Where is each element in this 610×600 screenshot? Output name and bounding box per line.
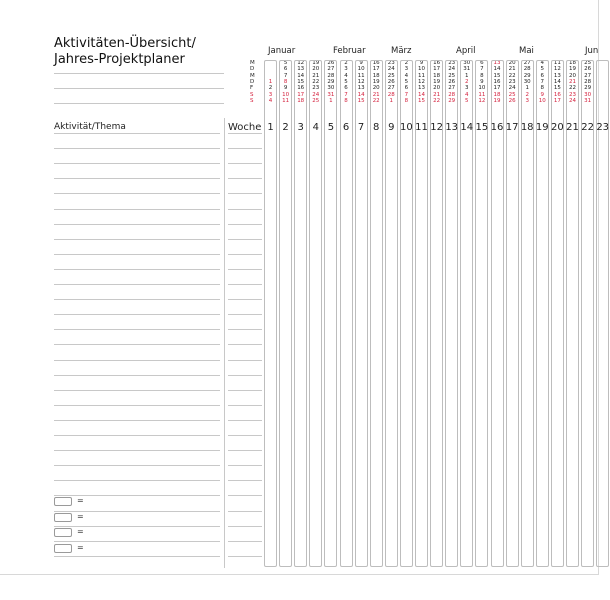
day-number: 31: [584, 97, 592, 104]
day-number: 29: [523, 72, 531, 79]
month-label: Mai: [519, 46, 534, 56]
activity-row[interactable]: [54, 299, 220, 300]
week-number: 4: [312, 122, 319, 133]
day-number: 19: [493, 97, 501, 104]
day-number: 20: [508, 60, 516, 66]
day-number: 2: [268, 85, 273, 92]
week-number: 22: [581, 122, 594, 133]
week-row: [228, 480, 262, 481]
day-number: 17: [553, 97, 561, 104]
day-number: 15: [493, 72, 501, 79]
day-number: 22: [569, 85, 576, 92]
week-column[interactable]: [506, 60, 519, 567]
day-number: 2: [404, 60, 409, 66]
day-number: 30: [463, 60, 471, 66]
day-number: 9: [359, 60, 363, 66]
week-number: 9: [388, 122, 395, 133]
day-number: 13: [493, 60, 501, 66]
week-column[interactable]: [460, 60, 473, 567]
day-number: 20: [433, 85, 441, 92]
day-number: 19: [372, 78, 380, 85]
day-number: 19: [433, 78, 441, 85]
week-number: 10: [400, 122, 413, 133]
activity-row[interactable]: [54, 390, 220, 391]
week-column[interactable]: [294, 60, 307, 567]
day-number: 23: [312, 85, 320, 92]
day-number: 8: [283, 78, 288, 85]
legend-swatch[interactable]: [54, 497, 72, 506]
day-number: 15: [357, 97, 365, 104]
day-number: 18: [569, 60, 576, 66]
day-number: 21: [508, 66, 516, 73]
activity-row[interactable]: [54, 329, 220, 330]
month-label: März: [391, 46, 412, 56]
day-number: 18: [372, 72, 380, 79]
week-row: [228, 344, 262, 345]
day-number: 14: [553, 78, 561, 85]
week-column[interactable]: [430, 60, 443, 567]
day-number: 13: [553, 72, 561, 79]
month-label: April: [456, 46, 476, 56]
week-row: [228, 299, 262, 300]
activity-row[interactable]: [54, 269, 220, 270]
weekday-label: D: [250, 66, 255, 73]
day-number: 18: [493, 91, 501, 98]
day-number: 28: [523, 66, 531, 73]
week-row: [228, 224, 262, 225]
week-row: [228, 163, 262, 164]
day-number: 20: [312, 66, 320, 73]
day-number: 18: [433, 72, 441, 79]
day-number: 8: [480, 72, 484, 79]
activity-row[interactable]: [54, 360, 220, 361]
legend-swatch[interactable]: [54, 528, 72, 537]
legend-swatch[interactable]: [54, 513, 72, 522]
weekday-label: S: [250, 91, 254, 98]
week-number: 8: [373, 122, 380, 133]
activity-row[interactable]: [54, 420, 220, 421]
week-row: [228, 193, 262, 194]
day-number: 6: [344, 85, 348, 92]
week-number: 14: [460, 122, 474, 133]
week-row: [228, 420, 262, 421]
day-number: 27: [327, 66, 335, 73]
day-number: 5: [540, 66, 545, 73]
week-row: [228, 495, 262, 496]
day-number: 22: [433, 97, 441, 104]
day-number: 25: [448, 72, 456, 79]
day-number: 27: [584, 72, 592, 79]
week-column[interactable]: [355, 60, 368, 567]
day-number: 24: [312, 91, 320, 98]
day-number: 2: [525, 91, 529, 98]
day-number: 4: [404, 72, 409, 79]
week-row: [228, 133, 262, 134]
day-number: 25: [508, 91, 516, 98]
week-row: [228, 526, 262, 527]
activity-row[interactable]: [54, 254, 220, 255]
activity-row[interactable]: [54, 284, 220, 285]
day-number: 29: [327, 78, 335, 85]
activity-row[interactable]: [54, 239, 220, 240]
activity-row[interactable]: [54, 344, 220, 345]
day-number: 10: [418, 66, 425, 73]
week-column[interactable]: [566, 60, 579, 567]
week-number: 5: [327, 122, 335, 133]
activity-row[interactable]: [54, 178, 220, 179]
day-number: 2: [344, 60, 348, 66]
day-number: 8: [404, 97, 409, 104]
day-number: 6: [283, 66, 288, 73]
day-number: 21: [312, 72, 320, 79]
day-number: 19: [312, 60, 320, 66]
week-column[interactable]: [264, 60, 277, 567]
week-column[interactable]: [370, 60, 383, 567]
day-number: 6: [540, 72, 545, 79]
week-row: [228, 314, 262, 315]
activity-row[interactable]: [54, 193, 220, 194]
legend-equals: =: [77, 527, 84, 537]
day-number: 10: [357, 66, 365, 73]
day-number: 16: [433, 60, 441, 66]
day-number: 16: [493, 78, 501, 85]
week-row: [228, 511, 262, 512]
title-line-1: Aktivitäten-Übersicht/: [54, 36, 196, 51]
page-title: [54, 36, 196, 68]
day-number: 21: [569, 78, 576, 85]
day-number: 14: [357, 91, 365, 98]
day-number: 15: [418, 97, 425, 104]
day-number: 4: [344, 72, 348, 79]
day-number: 9: [283, 85, 288, 92]
day-number: 10: [478, 85, 486, 92]
week-column[interactable]: [475, 60, 488, 567]
day-number: 21: [433, 91, 441, 98]
column-separator: [224, 118, 225, 568]
weekday-label: M: [250, 60, 255, 66]
day-number: 6: [480, 60, 484, 66]
day-number: 3: [404, 66, 409, 73]
day-number: 14: [297, 72, 305, 79]
weekday-label: M: [250, 72, 255, 79]
activity-row[interactable]: [54, 541, 220, 542]
day-number: 3: [268, 91, 273, 98]
week-column[interactable]: [581, 60, 594, 567]
day-number: 17: [433, 66, 441, 73]
day-number: 12: [553, 66, 561, 73]
day-number: 12: [357, 78, 365, 85]
week-column[interactable]: [491, 60, 504, 567]
day-number: 23: [508, 78, 516, 85]
weekday-label: D: [250, 78, 255, 85]
day-number: 7: [404, 91, 409, 98]
week-row: [228, 209, 262, 210]
week-row: [228, 178, 262, 179]
week-number: 13: [445, 122, 459, 133]
day-number: 28: [327, 72, 335, 79]
activity-row[interactable]: [54, 148, 220, 149]
day-number: 26: [448, 78, 456, 85]
week-header: Woche: [228, 122, 262, 133]
day-number: 11: [357, 72, 365, 79]
week-number: 16: [490, 122, 504, 133]
day-number: 5: [404, 78, 409, 85]
day-number: 1: [389, 97, 394, 104]
day-number: 26: [508, 97, 516, 104]
day-number: 2: [465, 78, 469, 85]
week-column[interactable]: [596, 60, 609, 567]
activity-row[interactable]: [54, 163, 220, 164]
week-row: [228, 269, 262, 270]
week-number: 7: [357, 122, 365, 133]
week-number: 23: [596, 122, 610, 133]
day-number: 3: [344, 66, 348, 73]
week-row: [228, 375, 262, 376]
week-row: [228, 254, 262, 255]
day-number: 14: [493, 66, 501, 73]
day-number: 25: [584, 60, 592, 66]
activity-row[interactable]: [54, 405, 220, 406]
day-number: 25: [312, 97, 320, 104]
day-number: 11: [478, 91, 486, 98]
day-number: 10: [282, 91, 290, 98]
day-number: 24: [387, 66, 395, 73]
legend-equals: =: [77, 511, 84, 521]
day-number: 7: [344, 91, 348, 98]
day-number: 5: [283, 60, 288, 66]
activity-row[interactable]: [54, 224, 220, 225]
week-row: [228, 148, 262, 149]
activity-header: Aktivität/Thema: [54, 122, 126, 132]
activity-row[interactable]: [54, 435, 220, 436]
day-number: 12: [297, 60, 305, 66]
day-number: 21: [372, 91, 380, 98]
day-number: 30: [327, 85, 335, 92]
day-number: 14: [418, 91, 425, 98]
day-number: 1: [268, 78, 273, 85]
week-column[interactable]: [385, 60, 398, 567]
day-number: 3: [525, 97, 529, 104]
week-column[interactable]: [521, 60, 534, 567]
day-number: 28: [448, 91, 456, 98]
week-row: [228, 390, 262, 391]
day-number: 1: [525, 85, 529, 92]
day-number: 1: [465, 72, 469, 79]
week-number: 1: [267, 122, 274, 133]
day-number: 7: [283, 72, 288, 79]
week-number: 15: [475, 122, 489, 133]
day-number: 11: [418, 72, 425, 79]
day-number: 16: [372, 60, 380, 66]
week-number: 3: [297, 122, 304, 133]
month-label: Januar: [268, 46, 296, 56]
week-row: [228, 284, 262, 285]
week-number: 18: [520, 122, 534, 133]
week-column[interactable]: [445, 60, 458, 567]
day-number: 17: [493, 85, 501, 92]
day-number: 7: [540, 78, 545, 85]
day-number: 6: [404, 85, 409, 92]
day-number: 12: [418, 78, 425, 85]
day-number: 26: [327, 60, 335, 66]
day-number: 31: [463, 66, 471, 73]
week-column[interactable]: [309, 60, 322, 567]
day-number: 5: [344, 78, 348, 85]
day-number: 19: [569, 66, 576, 73]
week-row: [228, 435, 262, 436]
legend-equals: =: [77, 496, 84, 505]
day-number: 5: [465, 97, 469, 104]
day-number: 31: [327, 91, 335, 98]
legend-swatch[interactable]: [54, 544, 72, 553]
week-row: [228, 450, 262, 451]
activity-row[interactable]: [54, 133, 220, 134]
week-number: 20: [551, 122, 564, 133]
week-column[interactable]: [324, 60, 337, 567]
month-label: Februar: [333, 46, 366, 56]
week-number: 21: [566, 122, 579, 133]
activity-row[interactable]: [54, 465, 220, 466]
week-column[interactable]: [415, 60, 428, 567]
week-column[interactable]: [340, 60, 353, 567]
week-column[interactable]: [279, 60, 292, 567]
day-number: 20: [569, 72, 576, 79]
day-number: 15: [553, 85, 561, 92]
day-number: 9: [419, 60, 424, 66]
week-number: 12: [430, 122, 443, 133]
week-row: [228, 360, 262, 361]
week-number: 11: [415, 122, 428, 133]
day-number: 17: [297, 91, 305, 98]
weekday-label: S: [250, 97, 254, 104]
week-row: [228, 541, 262, 542]
day-number: 27: [523, 60, 531, 66]
day-number: 11: [553, 60, 561, 66]
month-label: Jun: [585, 46, 599, 56]
day-number: 9: [540, 91, 545, 98]
day-number: 25: [387, 72, 395, 79]
week-row: [228, 239, 262, 240]
day-number: 22: [372, 97, 380, 104]
day-number: 20: [372, 85, 380, 92]
day-number: 23: [448, 60, 456, 66]
day-number: 24: [569, 97, 576, 104]
day-number: 13: [357, 85, 365, 92]
notes-line[interactable]: [54, 103, 224, 104]
week-row: [228, 405, 262, 406]
week-number: 6: [342, 122, 350, 133]
week-number: 2: [282, 122, 289, 133]
day-number: 4: [540, 60, 545, 66]
day-number: 18: [297, 97, 305, 104]
day-number: 30: [523, 78, 531, 85]
day-number: 4: [268, 97, 273, 104]
day-number: 27: [387, 85, 395, 92]
day-number: 29: [448, 97, 456, 104]
day-number: 26: [584, 66, 592, 73]
notes-line[interactable]: [54, 88, 224, 89]
activity-row[interactable]: [54, 375, 220, 376]
activity-row[interactable]: [54, 556, 220, 557]
day-number: 29: [584, 85, 592, 92]
title-line-2: Jahres-Projektplaner: [54, 52, 185, 67]
day-number: 16: [553, 91, 561, 98]
activity-row[interactable]: [54, 450, 220, 451]
day-number: 7: [480, 66, 484, 73]
day-number: 22: [312, 78, 320, 85]
week-number: 17: [505, 122, 519, 133]
day-number: 3: [465, 85, 469, 92]
day-number: 8: [344, 97, 348, 104]
notes-line[interactable]: [54, 73, 224, 74]
week-row: [228, 329, 262, 330]
activity-row[interactable]: [54, 314, 220, 315]
day-number: 26: [387, 78, 395, 85]
day-number: 1: [329, 97, 333, 104]
weekday-label: F: [250, 85, 254, 92]
day-number: 10: [538, 97, 546, 104]
day-number: 17: [372, 66, 380, 73]
activity-row[interactable]: [54, 480, 220, 481]
day-number: 11: [282, 97, 290, 104]
day-number: 8: [540, 85, 545, 92]
week-column[interactable]: [551, 60, 564, 567]
day-number: 23: [569, 91, 576, 98]
day-number: 23: [387, 60, 395, 66]
day-number: 13: [418, 85, 425, 92]
activity-row[interactable]: [54, 209, 220, 210]
day-number: 16: [297, 85, 305, 92]
day-number: 28: [387, 91, 395, 98]
day-number: 30: [584, 91, 592, 98]
day-number: 12: [478, 97, 486, 104]
week-column[interactable]: [400, 60, 413, 567]
day-number: 27: [448, 85, 456, 92]
week-column[interactable]: [536, 60, 549, 567]
day-number: 15: [297, 78, 305, 85]
week-row: [228, 556, 262, 557]
day-number: 22: [508, 72, 516, 79]
day-number: 4: [465, 91, 469, 98]
day-number: 24: [448, 66, 456, 73]
week-row: [228, 465, 262, 466]
legend-equals: =: [77, 542, 84, 552]
week-number: 19: [535, 122, 549, 133]
day-number: 13: [297, 66, 305, 73]
day-number: 9: [480, 78, 484, 85]
day-number: 28: [584, 78, 592, 85]
day-number: 24: [508, 85, 516, 92]
